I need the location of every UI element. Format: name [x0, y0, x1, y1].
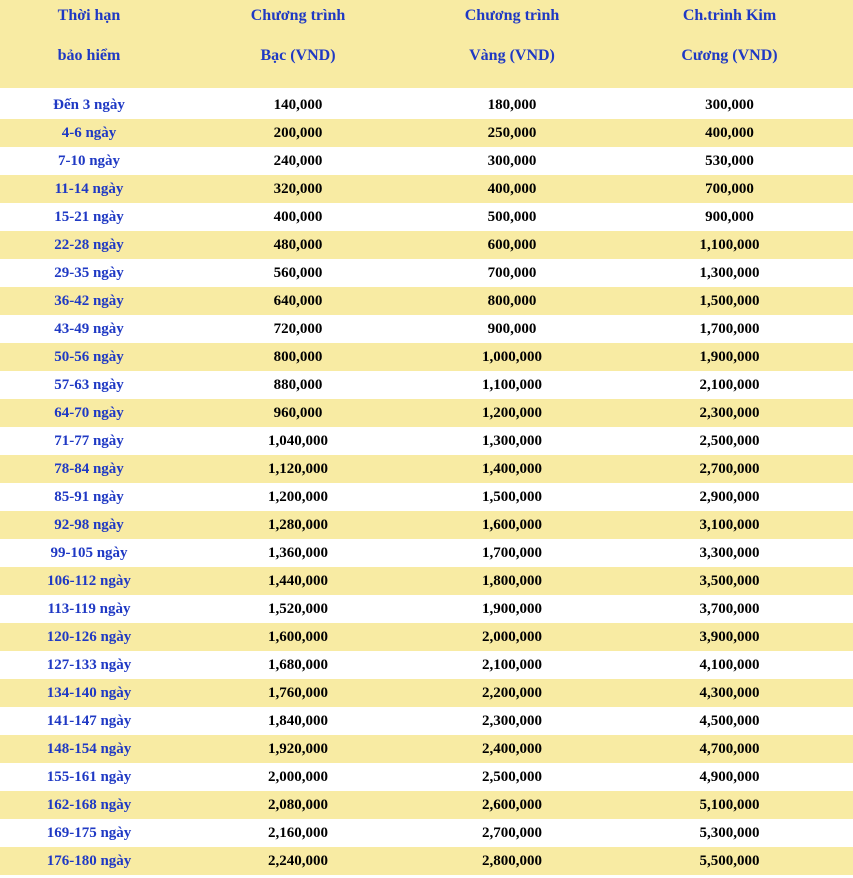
- cell-silver-price: 1,120,000: [178, 455, 418, 483]
- table-row: [0, 707, 853, 735]
- header-diamond-line1: Ch.trình Kim: [682, 7, 777, 24]
- cell-gold-price: 300,000: [418, 147, 606, 175]
- cell-silver-price: 880,000: [178, 371, 418, 399]
- cell-diamond-price: 530,000: [606, 147, 853, 175]
- cell-duration: 7-10 ngày: [0, 147, 178, 175]
- cell-diamond-price: 400,000: [606, 119, 853, 147]
- cell-gold-price: 1,000,000: [418, 343, 606, 371]
- cell-duration: 57-63 ngày: [0, 371, 178, 399]
- cell-diamond-price: 2,500,000: [606, 427, 853, 455]
- cell-gold-price: 1,400,000: [418, 455, 606, 483]
- cell-diamond-price: 2,900,000: [606, 483, 853, 511]
- cell-silver-price: 1,360,000: [178, 539, 418, 567]
- cell-silver-price: 1,760,000: [178, 679, 418, 707]
- cell-duration: 162-168 ngày: [0, 791, 178, 819]
- cell-silver-price: 1,920,000: [178, 735, 418, 763]
- cell-gold-price: 2,800,000: [418, 847, 606, 875]
- cell-gold-price: 400,000: [418, 175, 606, 203]
- cell-diamond-price: 4,100,000: [606, 651, 853, 679]
- cell-gold-price: 2,600,000: [418, 791, 606, 819]
- cell-silver-price: 560,000: [178, 259, 418, 287]
- table-row: [0, 175, 853, 203]
- table-row: [0, 427, 853, 455]
- cell-diamond-price: 3,300,000: [606, 539, 853, 567]
- table-row: [0, 371, 853, 399]
- table-row: [0, 483, 853, 511]
- cell-gold-price: 2,000,000: [418, 623, 606, 651]
- cell-gold-price: 1,800,000: [418, 567, 606, 595]
- cell-diamond-price: 1,300,000: [606, 259, 853, 287]
- cell-diamond-price: 5,500,000: [606, 847, 853, 875]
- table-row: [0, 91, 853, 119]
- header-silver-line1: Chương trình: [250, 7, 346, 24]
- table-row: [0, 315, 853, 343]
- cell-duration: 176-180 ngày: [0, 847, 178, 875]
- table-row: [0, 343, 853, 371]
- cell-silver-price: 2,000,000: [178, 763, 418, 791]
- cell-diamond-price: 3,100,000: [606, 511, 853, 539]
- cell-gold-price: 1,200,000: [418, 399, 606, 427]
- table-row: [0, 651, 853, 679]
- cell-silver-price: 480,000: [178, 231, 418, 259]
- table-row: [0, 595, 853, 623]
- table-row: [0, 511, 853, 539]
- cell-gold-price: 180,000: [418, 91, 606, 119]
- table-row: [0, 791, 853, 819]
- table-row: [0, 203, 853, 231]
- cell-duration: 106-112 ngày: [0, 567, 178, 595]
- header-duration-line2: bảo hiểm: [57, 47, 121, 64]
- cell-duration: 155-161 ngày: [0, 763, 178, 791]
- table-row: [0, 259, 853, 287]
- cell-silver-price: 1,680,000: [178, 651, 418, 679]
- table-row: [0, 455, 853, 483]
- cell-duration: 99-105 ngày: [0, 539, 178, 567]
- cell-diamond-price: 700,000: [606, 175, 853, 203]
- cell-duration: 64-70 ngày: [0, 399, 178, 427]
- cell-gold-price: 900,000: [418, 315, 606, 343]
- cell-duration: 4-6 ngày: [0, 119, 178, 147]
- cell-diamond-price: 5,100,000: [606, 791, 853, 819]
- cell-duration: 43-49 ngày: [0, 315, 178, 343]
- cell-silver-price: 800,000: [178, 343, 418, 371]
- cell-silver-price: 1,840,000: [178, 707, 418, 735]
- cell-gold-price: 600,000: [418, 231, 606, 259]
- table-row: [0, 567, 853, 595]
- cell-silver-price: 640,000: [178, 287, 418, 315]
- cell-diamond-price: 2,700,000: [606, 455, 853, 483]
- table-row: [0, 287, 853, 315]
- cell-duration: 113-119 ngày: [0, 595, 178, 623]
- cell-diamond-price: 4,300,000: [606, 679, 853, 707]
- cell-duration: 11-14 ngày: [0, 175, 178, 203]
- cell-silver-price: 1,280,000: [178, 511, 418, 539]
- cell-gold-price: 2,200,000: [418, 679, 606, 707]
- cell-diamond-price: 3,500,000: [606, 567, 853, 595]
- cell-gold-price: 2,100,000: [418, 651, 606, 679]
- cell-duration: 120-126 ngày: [0, 623, 178, 651]
- table-row: [0, 399, 853, 427]
- cell-gold-price: 1,600,000: [418, 511, 606, 539]
- cell-duration: 22-28 ngày: [0, 231, 178, 259]
- cell-diamond-price: 1,700,000: [606, 315, 853, 343]
- cell-diamond-price: 300,000: [606, 91, 853, 119]
- cell-diamond-price: 4,500,000: [606, 707, 853, 735]
- cell-gold-price: 700,000: [418, 259, 606, 287]
- cell-duration: 169-175 ngày: [0, 819, 178, 847]
- cell-diamond-price: 4,700,000: [606, 735, 853, 763]
- cell-duration: 141-147 ngày: [0, 707, 178, 735]
- table-row: [0, 623, 853, 651]
- cell-gold-price: 1,500,000: [418, 483, 606, 511]
- cell-duration: 36-42 ngày: [0, 287, 178, 315]
- cell-duration: 85-91 ngày: [0, 483, 178, 511]
- cell-gold-price: 1,700,000: [418, 539, 606, 567]
- cell-silver-price: 1,600,000: [178, 623, 418, 651]
- cell-diamond-price: 2,300,000: [606, 399, 853, 427]
- cell-diamond-price: 1,500,000: [606, 287, 853, 315]
- header-row: [0, 0, 853, 88]
- cell-diamond-price: 4,900,000: [606, 763, 853, 791]
- table-row: [0, 847, 853, 875]
- cell-gold-price: 500,000: [418, 203, 606, 231]
- cell-duration: 92-98 ngày: [0, 511, 178, 539]
- cell-silver-price: 1,200,000: [178, 483, 418, 511]
- table-row: [0, 679, 853, 707]
- cell-diamond-price: 900,000: [606, 203, 853, 231]
- cell-gold-price: 1,900,000: [418, 595, 606, 623]
- header-gold-line2: Vàng (VND): [469, 47, 555, 64]
- table-row: [0, 763, 853, 791]
- cell-duration: 50-56 ngày: [0, 343, 178, 371]
- cell-gold-price: 1,300,000: [418, 427, 606, 455]
- cell-gold-price: 800,000: [418, 287, 606, 315]
- cell-silver-price: 720,000: [178, 315, 418, 343]
- header-silver: [178, 0, 418, 88]
- cell-diamond-price: 1,900,000: [606, 343, 853, 371]
- table-row: [0, 735, 853, 763]
- cell-diamond-price: 5,300,000: [606, 819, 853, 847]
- cell-silver-price: 2,080,000: [178, 791, 418, 819]
- cell-silver-price: 1,520,000: [178, 595, 418, 623]
- header-duration-line1: Thời hạn: [57, 7, 121, 24]
- cell-duration: Đến 3 ngày: [0, 91, 178, 119]
- cell-silver-price: 2,240,000: [178, 847, 418, 875]
- table-row: [0, 539, 853, 567]
- table-row: [0, 231, 853, 259]
- cell-duration: 134-140 ngày: [0, 679, 178, 707]
- cell-duration: 78-84 ngày: [0, 455, 178, 483]
- cell-gold-price: 2,400,000: [418, 735, 606, 763]
- cell-silver-price: 960,000: [178, 399, 418, 427]
- header-gold-line1: Chương trình: [464, 7, 560, 24]
- cell-silver-price: 1,440,000: [178, 567, 418, 595]
- header-duration: [0, 0, 178, 88]
- cell-diamond-price: 1,100,000: [606, 231, 853, 259]
- header-silver-line2: Bạc (VND): [260, 47, 336, 64]
- cell-diamond-price: 3,900,000: [606, 623, 853, 651]
- cell-duration: 148-154 ngày: [0, 735, 178, 763]
- table-row: [0, 147, 853, 175]
- cell-duration: 15-21 ngày: [0, 203, 178, 231]
- header-diamond: [606, 0, 853, 88]
- table-body: [0, 91, 853, 875]
- cell-duration: 71-77 ngày: [0, 427, 178, 455]
- cell-duration: 29-35 ngày: [0, 259, 178, 287]
- cell-gold-price: 250,000: [418, 119, 606, 147]
- table-header: [0, 0, 853, 91]
- cell-diamond-price: 3,700,000: [606, 595, 853, 623]
- table-row: [0, 119, 853, 147]
- cell-gold-price: 1,100,000: [418, 371, 606, 399]
- cell-gold-price: 2,300,000: [418, 707, 606, 735]
- cell-gold-price: 2,700,000: [418, 819, 606, 847]
- cell-silver-price: 320,000: [178, 175, 418, 203]
- cell-silver-price: 140,000: [178, 91, 418, 119]
- cell-silver-price: 2,160,000: [178, 819, 418, 847]
- header-diamond-line2: Cương (VND): [681, 47, 778, 64]
- cell-silver-price: 240,000: [178, 147, 418, 175]
- cell-silver-price: 200,000: [178, 119, 418, 147]
- cell-silver-price: 1,040,000: [178, 427, 418, 455]
- cell-diamond-price: 2,100,000: [606, 371, 853, 399]
- table-row: [0, 819, 853, 847]
- cell-silver-price: 400,000: [178, 203, 418, 231]
- cell-gold-price: 2,500,000: [418, 763, 606, 791]
- header-gold: [418, 0, 606, 88]
- cell-duration: 127-133 ngày: [0, 651, 178, 679]
